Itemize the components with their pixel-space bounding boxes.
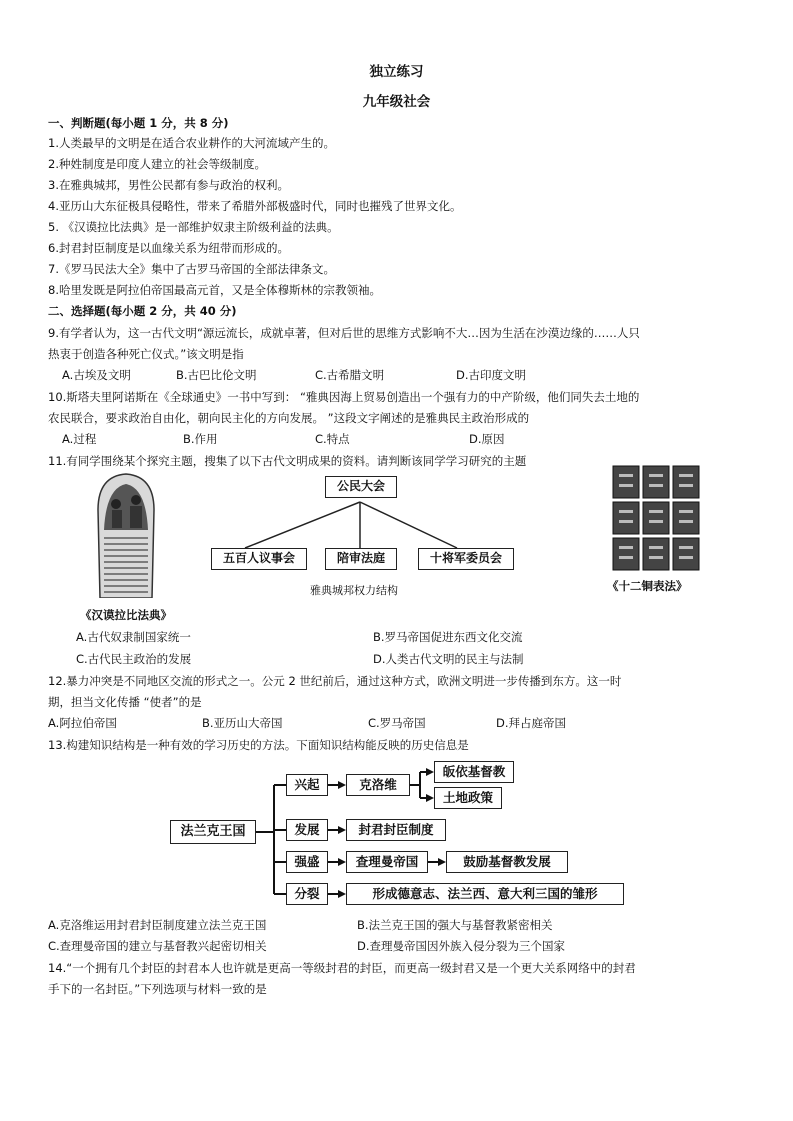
stage-rise: 兴起 (286, 774, 328, 796)
stage-development: 发展 (286, 819, 328, 841)
q10-option-a: A.过程 (62, 432, 97, 446)
stage-prosperity: 强盛 (286, 851, 328, 873)
q14-stem-line1: 14.“一个拥有几个封臣的封君本人也许就是更高一等级封君的封臣，而更高一级封君又是一个更大关系网络中的封君 (48, 961, 636, 975)
q13-option-a: A.克洛维运用封君封臣制度建立法兰克王国 (48, 918, 267, 932)
q11-option-c: C.古代民主政治的发展 (76, 652, 192, 666)
q12-stem-line2: 期，担当文化传播 “使者”的是 (48, 695, 202, 709)
hammurabi-stele-image (92, 470, 160, 598)
q11-option-a: A.古代奴隶制国家统一 (76, 630, 191, 644)
twelve-tables-image (611, 464, 701, 572)
section1-heading: 一、判断题(每小题 1 分，共 8 分) (48, 116, 229, 130)
diagram-citizens-assembly: 公民大会 (325, 476, 397, 498)
convert-christianity-box: 皈依基督教 (434, 761, 514, 783)
diagram-council-500: 五百人议事会 (211, 548, 307, 570)
q9-option-b: B.古巴比伦文明 (176, 368, 257, 382)
q10-stem-line1: 10.斯塔夫里阿诺斯在《全球通史》一书中写到： “雅典因海上贸易创造出一个强有力的中产阶级，他们同失去土地的 (48, 390, 640, 404)
judgement-item-5: 5. 《汉谟拉比法典》是一部维护奴隶主阶级利益的法典。 (48, 220, 339, 234)
q9-option-d: D.古印度文明 (456, 368, 527, 382)
page-subtitle: 九年级社会 (362, 94, 431, 110)
q10-option-d: D.原因 (469, 432, 505, 446)
q11-option-d: D.人类古代文明的民主与法制 (373, 652, 524, 666)
q13-option-c: C.查理曼帝国的建立与基督教兴起密切相关 (48, 939, 267, 953)
q12-option-b: B.亚历山大帝国 (202, 716, 283, 730)
judgement-item-6: 6.封君封臣制度是以血缘关系为纽带而形成的。 (48, 241, 289, 255)
diagram-ten-generals: 十将军委员会 (418, 548, 514, 570)
q12-option-c: C.罗马帝国 (368, 716, 426, 730)
encourage-christianity-box: 鼓励基督教发展 (446, 851, 568, 873)
q9-option-c: C.古希腊文明 (315, 368, 385, 382)
q10-option-c: C.特点 (315, 432, 350, 446)
section2-heading: 二、选择题(每小题 2 分，共 40 分) (48, 304, 237, 318)
q12-option-a: A.阿拉伯帝国 (48, 716, 117, 730)
q10-stem-line2: 农民联合，要求政治自由化，朝向民主化的方向发展。 ”这段文字阐述的是雅典民主政治形成的 (48, 411, 530, 425)
feudal-system-box: 封君封臣制度 (346, 819, 446, 841)
twelve-tables-caption: 《十二铜表法》 (607, 579, 688, 593)
judgement-item-1: 1.人类最早的文明是在适合农业耕作的大河流域产生的。 (48, 136, 335, 150)
judgement-item-7: 7.《罗马民法大全》集中了古罗马帝国的全部法律条文。 (48, 262, 335, 276)
q13-option-b: B.法兰克王国的强大与基督教紧密相关 (357, 918, 553, 932)
charlemagne-empire-box: 查理曼帝国 (346, 851, 428, 873)
judgement-item-3: 3.在雅典城邦，男性公民都有参与政治的权利。 (48, 178, 289, 192)
q11-stem: 11.有同学围绕某个探究主题，搜集了以下古代文明成果的资料。请判断该同学学习研究的主题 (48, 454, 527, 468)
page-title: 独立练习 (369, 64, 424, 80)
q9-option-a: A.古埃及文明 (62, 368, 131, 382)
q13-option-d: D.查理曼帝国因外族入侵分裂为三个国家 (357, 939, 566, 953)
stage-division: 分裂 (286, 883, 328, 905)
q14-stem-line2: 手下的一名封臣。”下列选项与材料一致的是 (48, 982, 267, 996)
clovis-box: 克洛维 (346, 774, 410, 796)
hammurabi-caption: 《汉谟拉比法典》 (80, 608, 172, 622)
q12-option-d: D.拜占庭帝国 (496, 716, 567, 730)
q13-stem: 13.构建知识结构是一种有效的学习历史的方法。下面知识结构能反映的历史信息是 (48, 738, 469, 752)
judgement-item-2: 2.种姓制度是印度人建立的社会等级制度。 (48, 157, 266, 171)
q9-stem-line2: 热衷于创造各种死亡仪式。”该文明是指 (48, 347, 244, 361)
three-nations-box: 形成德意志、法兰西、意大利三国的雏形 (346, 883, 624, 905)
land-policy-box: 土地政策 (434, 787, 502, 809)
q12-stem-line1: 12.暴力冲突是不同地区交流的形式之一。公元 2 世纪前后，通过这种方式，欧洲文明进一步传播到东方。这一时 (48, 674, 622, 688)
diagram-jury-court: 陪审法庭 (325, 548, 397, 570)
diagram-caption: 雅典城邦权力结构 (310, 584, 398, 597)
judgement-item-8: 8.哈里发既是阿拉伯帝国最高元首，又是全体穆斯林的宗教领袖。 (48, 283, 381, 297)
q11-option-b: B.罗马帝国促进东西文化交流 (373, 630, 523, 644)
judgement-item-4: 4.亚历山大东征极具侵略性，带来了希腊外部极盛时代，同时也摧残了世界文化。 (48, 199, 462, 213)
q10-option-b: B.作用 (183, 432, 218, 446)
frankish-kingdom-root: 法兰克王国 (170, 820, 256, 844)
q9-stem-line1: 9.有学者认为，这一古代文明“源远流长，成就卓著，但对后世的思维方式影响不大…因为生活在沙漠边缘的……人只 (48, 326, 640, 340)
